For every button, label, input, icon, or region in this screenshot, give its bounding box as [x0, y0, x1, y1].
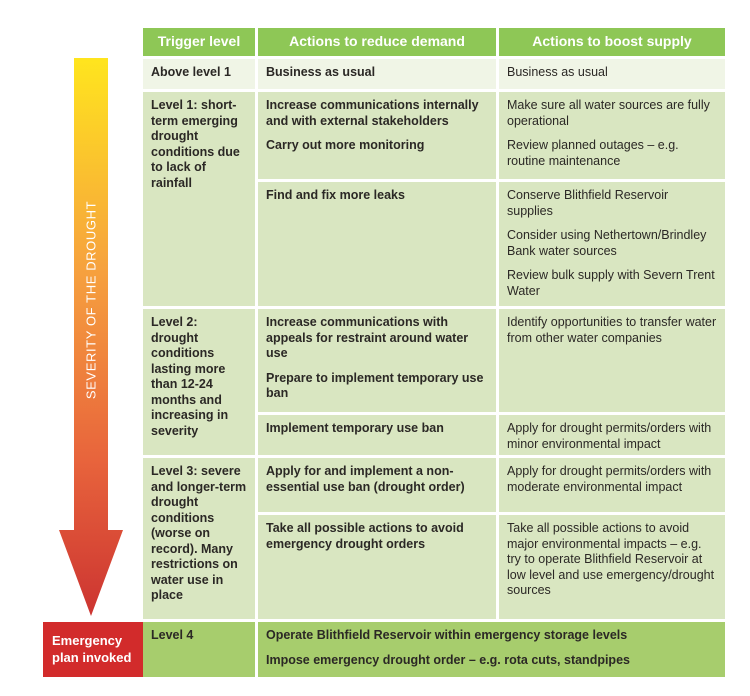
trigger-above-level-1-text: Above level 1 — [151, 65, 231, 79]
supply-level-2-sub-1 — [499, 309, 725, 412]
level-4-action-item: Operate Blithfield Reservoir within emergency storage levels — [266, 628, 628, 642]
level-4-action-item: Impose emergency drought order – e.g. rota cuts, standpipes — [266, 652, 630, 667]
column-header-reduce-demand: Actions to reduce demand — [258, 28, 496, 56]
drought-action-table — [143, 28, 725, 677]
demand-item: Carry out more monitoring — [266, 138, 425, 152]
trigger-level-4-text: Level 4 — [151, 628, 194, 642]
demand-item: Apply for and implement a non-essential use ban (drought order) — [266, 464, 465, 494]
supply-level-3-sub-2 — [499, 515, 725, 619]
demand-above-level-1-text: Business as usual — [266, 65, 376, 79]
supply-item: Review planned outages – e.g. routine maintenance — [507, 138, 679, 168]
trigger-level-1-text: Level 1: short-term emerging drought conditions due to lack of rainfall — [151, 98, 240, 190]
demand-level-1-sub-2 — [258, 182, 496, 306]
supply-level-3-sub-1 — [499, 458, 725, 512]
demand-level-3-sub-1 — [258, 458, 496, 512]
column-header-boost-supply: Actions to boost supply — [499, 28, 725, 56]
demand-level-1-sub-1 — [258, 92, 496, 179]
actions-level-4 — [258, 622, 725, 677]
demand-above-level-1 — [258, 59, 496, 89]
demand-item: Prepare to implement temporary use ban — [266, 370, 484, 400]
column-header-trigger-level: Trigger level — [143, 28, 255, 56]
demand-item: Increase communications internally and with external stakeholders — [266, 98, 479, 128]
supply-item: Apply for drought permits/orders with minor environmental impact — [507, 421, 712, 451]
trigger-level-2-text: Level 2: drought conditions lasting more than 12-24 months and increasing in severity — [151, 315, 229, 438]
demand-level-3-sub-2 — [258, 515, 496, 619]
demand-item: Take all possible actions to avoid emergency drought orders — [266, 521, 464, 551]
supply-level-1-sub-2 — [499, 182, 725, 306]
supply-item: Apply for drought permits/orders with moderate environmental impact — [507, 464, 712, 494]
supply-item: Conserve Blithfield Reservoir supplies — [507, 188, 669, 218]
trigger-level-3 — [143, 458, 255, 619]
supply-above-level-1-text: Business as usual — [507, 65, 608, 79]
trigger-above-level-1 — [143, 59, 255, 89]
supply-item: Review bulk supply with Severn Trent Water — [507, 268, 715, 298]
emergency-plan-box: Emergency plan invoked — [43, 622, 143, 677]
supply-item: Identify opportunities to transfer water from other water companies — [507, 315, 717, 345]
demand-item: Find and fix more leaks — [266, 188, 405, 202]
supply-above-level-1 — [499, 59, 725, 89]
trigger-level-3-text: Level 3: severe and longer-term drought conditions (worse on record). Many restrictions on water use in place — [151, 464, 247, 602]
demand-level-2-sub-2 — [258, 415, 496, 455]
trigger-level-4 — [143, 622, 255, 677]
demand-item: Implement temporary use ban — [266, 421, 444, 435]
supply-item: Consider using Nethertown/Brindley Bank water sources — [507, 228, 707, 258]
supply-level-2-sub-2 — [499, 415, 725, 455]
trigger-level-1 — [143, 92, 255, 306]
supply-item: Take all possible actions to avoid major environmental impacts – e.g. try to operate Blithfield Reservoir at low level and use emergency/drought sources — [507, 521, 715, 597]
demand-level-2-sub-1 — [258, 309, 496, 412]
supply-item: Make sure all water sources are fully operational — [507, 98, 710, 128]
trigger-level-2 — [143, 309, 255, 455]
severity-arrow-label: SEVERITY OF THE DROUGHT — [83, 200, 99, 400]
supply-level-1-sub-1 — [499, 92, 725, 179]
demand-item: Increase communications with appeals for restraint around water use — [266, 315, 469, 360]
